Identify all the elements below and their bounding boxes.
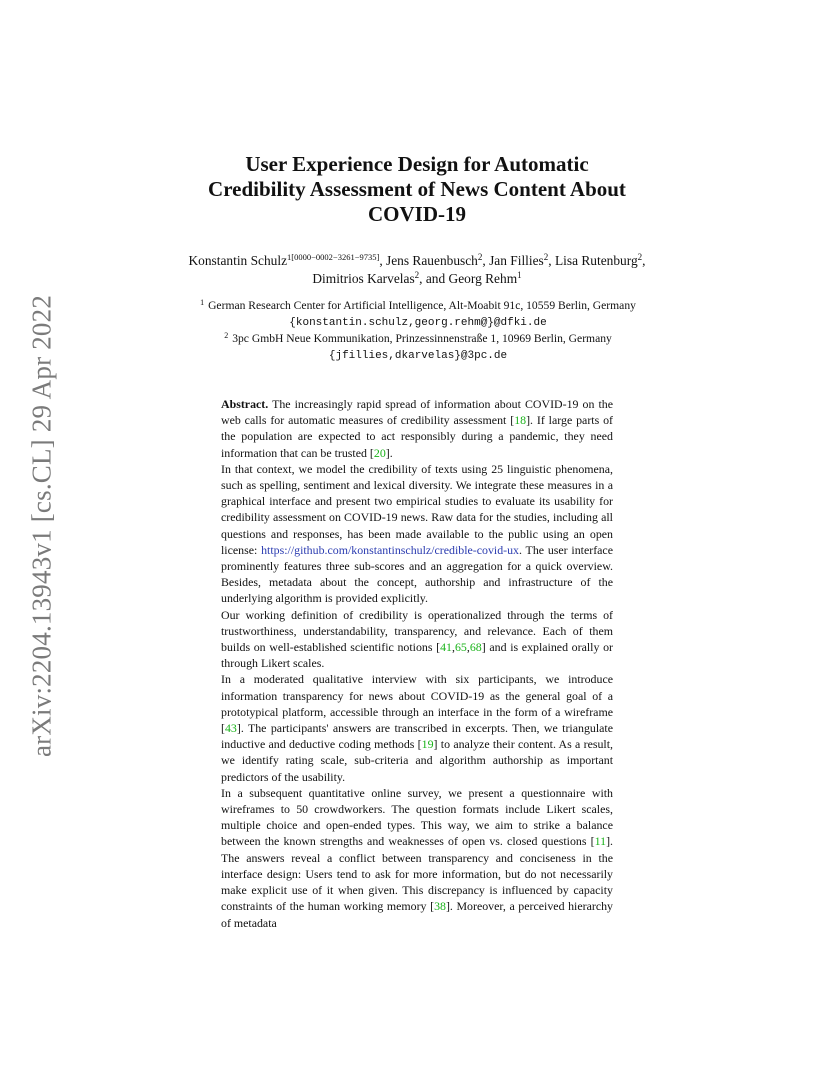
- author-affil-mark: 2: [637, 252, 643, 262]
- citation-link[interactable]: 18: [514, 413, 527, 428]
- affiliation-number: 1: [200, 298, 205, 307]
- abstract-text: Our working definition of credibility is operationalized through the terms of trustworthiness, understandability, transparency, and relevance. Each of them builds on well-established scientific notions [: [221, 607, 613, 655]
- author-name: , Jens Rauenbusch: [379, 253, 478, 268]
- affiliation-text: German Research Center for Artificial Intelligence, Alt-Moabit 91c, 10559 Berlin, Germany: [208, 299, 636, 312]
- author-affil-mark: 2: [477, 252, 483, 262]
- abstract-text: ]. If large parts of the population are expected to act responsibly during a pandemic, they need information that can be trusted [: [221, 413, 614, 460]
- affiliation-item: [185, 331, 651, 364]
- arxiv-identifier: arXiv:2204.13943v1 [cs.CL] 29 Apr 2022: [26, 294, 57, 758]
- citation-link[interactable]: 19: [421, 737, 434, 752]
- abstract-paragraph: [221, 396, 613, 461]
- author-name: Konstantin Schulz: [188, 253, 288, 268]
- abstract-text: ] to analyze their content. As a result, we identify rating scale, sub-criteria and algorithm authorship as important predictors of the usability.: [221, 737, 613, 784]
- abstract-text: . The user interface prominently features three sub-scores and an aggregation for a quick overview. Besides, metadata about the concept, authorship and infrastructure of the underlying algorithm is provided explicitly.: [221, 542, 613, 606]
- author-affil-mark: 2: [414, 270, 420, 280]
- abstract-text: In that context, we model the credibility of texts using 25 linguistic phenomena, such as spelling, sentiment and lexical diversity. We integrate these measures in a graphical interface and present two empirical studies to evaluate its usability for credibility assessment on COVID-19 news. Raw data for the studies, including all questions and responses, has been made available to the public using an open license:: [221, 461, 613, 557]
- citation-link[interactable]: 41: [440, 640, 452, 655]
- abstract-text: ].: [385, 445, 393, 460]
- citation-link[interactable]: 38: [434, 899, 446, 914]
- paper-title: [180, 152, 654, 227]
- affiliation-email: {jfillies,dkarvelas}@3pc.de: [328, 350, 508, 362]
- author-orcid: 1[0000−0002−3261−9735]: [287, 252, 380, 262]
- abstract-heading: Abstract.: [221, 397, 269, 411]
- title-line: COVID-19: [368, 202, 466, 226]
- abstract-paragraph: [221, 671, 613, 784]
- abstract-text: ,: [466, 640, 470, 655]
- abstract-text: ,: [452, 640, 455, 655]
- abstract-text: The increasingly rapid spread of information about COVID-19 on the web calls for automatic measures of credibility assessment [: [221, 397, 613, 428]
- abstract-text: ] and is explained orally or through Likert scales.: [221, 640, 613, 671]
- abstract: [221, 396, 613, 931]
- author-name: , Jan Fillies: [482, 253, 544, 268]
- citation-link[interactable]: 43: [224, 721, 237, 736]
- title-line: User Experience Design for Automatic: [245, 152, 589, 176]
- abstract-paragraph: [221, 607, 613, 672]
- affiliation-text: 3pc GmbH Neue Kommunikation, Prinzessinnenstraße 1, 10969 Berlin, Germany: [232, 332, 612, 345]
- title-line: Credibility Assessment of News Content About: [208, 177, 626, 201]
- abstract-text: In a moderated qualitative interview with six participants, we introduce information transparency for news about COVID-19 as the general goal of a prototypical platform, accessible through an interface in the form of a wireframe [: [221, 672, 613, 736]
- abstract-text: ]. Moreover, a perceived hierarchy of metadata: [221, 899, 613, 930]
- abstract-paragraph: [221, 461, 613, 607]
- author-name: , Dimitrios Karvelas: [312, 253, 646, 286]
- citation-link[interactable]: 11: [594, 834, 607, 849]
- author-affil-mark: 2: [543, 252, 549, 262]
- github-link[interactable]: https://github.com/konstantinschulz/credible-covid-ux: [261, 542, 520, 557]
- abstract-text: In a subsequent quantitative online survey, we present a questionnaire with wireframes to 50 crowdworkers. The question formats include Likert scales, multiple choice and open-ended types. This way, we aim to strike a balance between the known strengths and weaknesses of open vs. closed questions [: [221, 785, 613, 849]
- author-list: [175, 252, 659, 288]
- author-name: , Lisa Rutenburg: [548, 253, 638, 268]
- author-name: , and Georg Rehm: [419, 271, 518, 286]
- author-affil-mark: 1: [517, 270, 522, 280]
- abstract-paragraph: [221, 785, 613, 931]
- affiliation-item: [185, 298, 651, 331]
- affiliation-email: {konstantin.schulz,georg.rehm@}@dfki.de: [289, 317, 547, 329]
- affiliation-number: 2: [224, 331, 229, 340]
- citation-link[interactable]: 68: [469, 640, 482, 655]
- abstract-text: ]. The answers reveal a conflict between transparency and conciseness in the interface design: Users tend to ask for more information, but do not necessarily make explicit use of it when given. This discrepancy is influenced by capacity constraints of the human working memory [: [221, 834, 613, 914]
- citation-link[interactable]: 20: [373, 445, 386, 460]
- abstract-text: ]. The participants' answers are transcribed in excerpts. Then, we triangulate inductive and deductive coding methods [: [221, 721, 613, 752]
- citation-link[interactable]: 65: [454, 640, 467, 655]
- affiliations: [185, 298, 651, 364]
